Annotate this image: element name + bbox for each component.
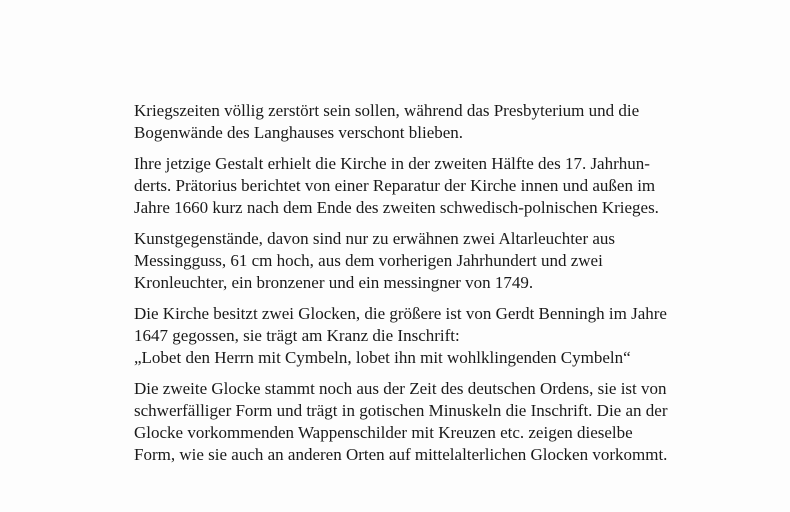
text-line: schwerfälliger Form und trägt in gotischen Minuskeln die Inschrift. Die an der xyxy=(134,401,668,420)
text-line: Die zweite Glocke stammt noch aus der Zeit des deutschen Ordens, sie ist von xyxy=(134,379,667,398)
inscription-quote: „Lobet den Herrn mit Cymbeln, lobet ihn mit wohlklingenden Cymbeln“ xyxy=(134,348,631,367)
text-line: Bogenwände des Langhauses verschont blieben. xyxy=(134,123,464,142)
text-line: Kunstgegenstände, davon sind nur zu erwähnen zwei Altarleuchter aus xyxy=(134,229,616,248)
paragraph-4 xyxy=(134,303,734,369)
paragraph-2 xyxy=(134,153,734,219)
paragraph-5 xyxy=(134,378,734,466)
text-line: derts. Prätorius berichtet von einer Reparatur der Kirche innen und außen im xyxy=(134,176,656,195)
text-line: Kriegszeiten völlig zerstört sein sollen, während das Presbyterium und die xyxy=(134,101,640,120)
text-line: Ihre jetzige Gestalt erhielt die Kirche in der zweiten Hälfte des 17. Jahrhun- xyxy=(134,154,650,173)
body-text xyxy=(134,100,734,475)
text-line: Kronleuchter, ein bronzener und ein messingner von 1749. xyxy=(134,273,534,292)
text-line: 1647 gegossen, sie trägt am Kranz die Inschrift: xyxy=(134,326,460,345)
paragraph-3 xyxy=(134,228,734,294)
paragraph-1 xyxy=(134,100,734,144)
text-line: Die Kirche besitzt zwei Glocken, die größere ist von Gerdt Benningh im Jahre xyxy=(134,304,667,323)
text-line: Jahre 1660 kurz nach dem Ende des zweiten schwedisch-polnischen Krieges. xyxy=(134,198,659,217)
text-line: Messingguss, 61 cm hoch, aus dem vorherigen Jahrhundert und zwei xyxy=(134,251,603,270)
text-line: Glocke vorkommenden Wappenschilder mit Kreuzen etc. zeigen dieselbe xyxy=(134,423,633,442)
text-line: Form, wie sie auch an anderen Orten auf mittelalterlichen Glocken vorkommt. xyxy=(134,445,668,464)
